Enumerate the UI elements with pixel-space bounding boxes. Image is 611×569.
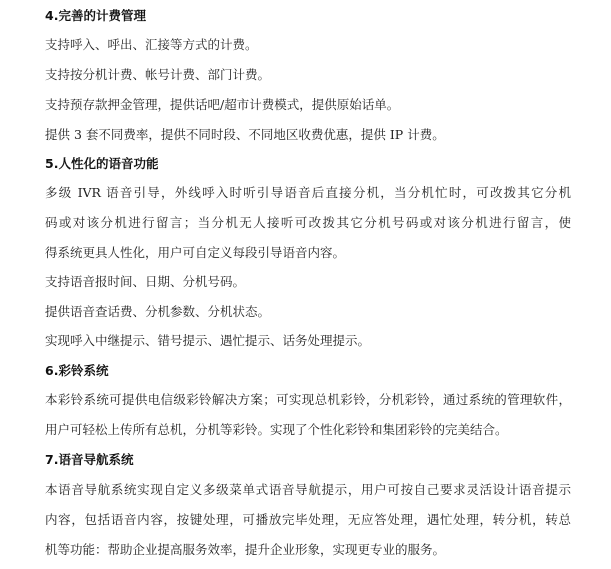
paragraph-line: 支持按分机计费、帐号计费、部门计费。 <box>45 67 271 82</box>
paragraph-line: 用户可轻松上传所有总机，分机等彩铃。实现了个性化彩铃和集团彩铃的完美结合。 <box>45 422 508 437</box>
section-heading-voice-navigation: 7.语音导航系统 <box>45 452 134 467</box>
paragraph-line: 机等功能：帮助企业提高服务效率，提升企业形象，实现更专业的服务。 <box>45 542 446 557</box>
paragraph-line: 支持呼入、呼出、汇接等方式的计费。 <box>45 37 258 52</box>
paragraph-line: 本彩铃系统可提供电信级彩铃解决方案；可实现总机彩铃，分机彩铃，通过系统的管理软件， <box>45 392 571 407</box>
paragraph-line: 多级 IVR 语音引导，外线呼入时听引导语音后直接分机，当分机忙时，可改拨其它分机 <box>45 185 571 200</box>
section-heading-billing: 4.完善的计费管理 <box>45 8 146 23</box>
paragraph-line: 得系统更具人性化，用户可自定义每段引导语音内容。 <box>45 245 346 260</box>
paragraph-line: 支持语音报时间、日期、分机号码。 <box>45 274 246 289</box>
paragraph-line: 提供 3 套不同费率，提供不同时段、不同地区收费优惠，提供 IP 计费。 <box>45 127 445 142</box>
paragraph-line: 支持预存款押金管理，提供话吧/超市计费模式，提供原始话单。 <box>45 97 400 112</box>
paragraph-line: 本语音导航系统实现自定义多级菜单式语音导航提示，用户可按自己要求灵活设计语音提示 <box>45 482 571 497</box>
paragraph-line: 码或对该分机进行留言；当分机无人接听可改拨其它分机号码或对该分机进行留言，使 <box>45 215 571 230</box>
paragraph-line: 内容，包括语音内容，按键处理，可播放完毕处理，无应答处理，遇忙处理，转分机，转总 <box>45 512 571 527</box>
paragraph-line: 提供语音查话费、分机参数、分机状态。 <box>45 304 271 319</box>
section-heading-ringback: 6.彩铃系统 <box>45 363 109 378</box>
paragraph-line: 实现呼入中继提示、错号提示、遇忙提示、话务处理提示。 <box>45 333 371 348</box>
section-heading-voice-features: 5.人性化的语音功能 <box>45 156 159 171</box>
